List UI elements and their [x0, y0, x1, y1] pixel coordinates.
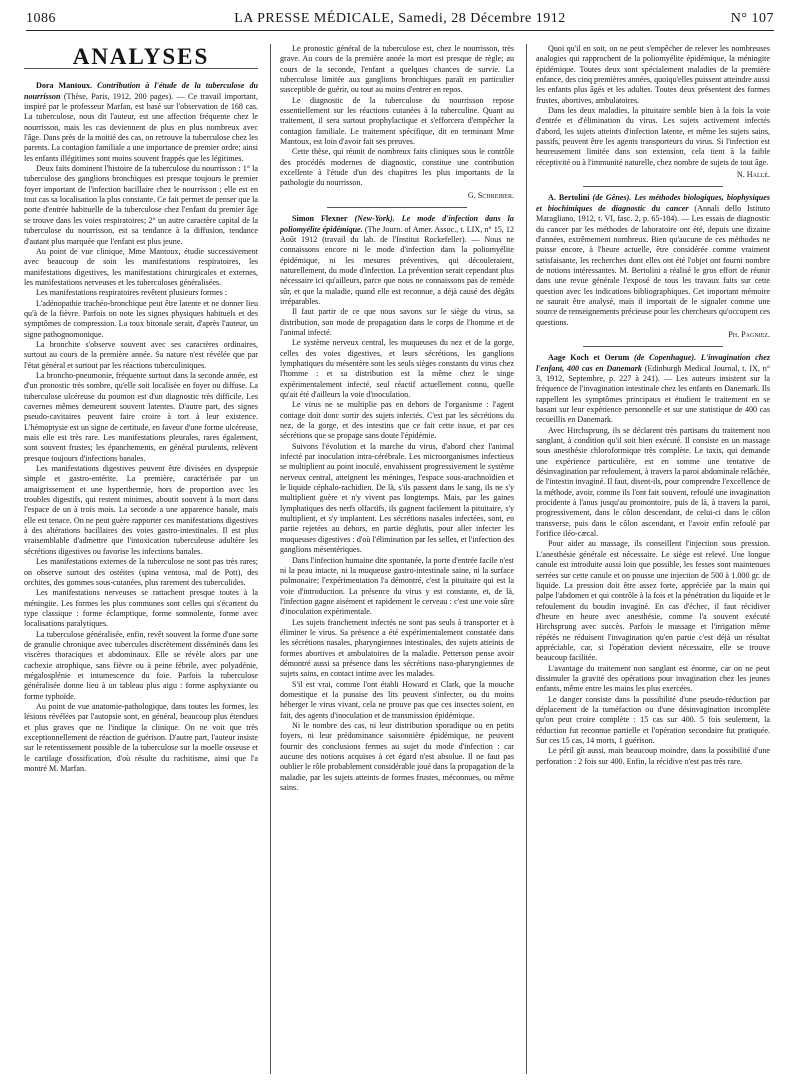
column-divider [270, 44, 271, 1074]
paragraph: La tuberculose généralisée, enfin, revêt souvent la forme d'une sorte de granulie chronique avec tubercules discrètement disséminés dans les viscères thoraciques et abdominaux. Elle se révèle alors par une cachexie atrophique, sans fièvre ou à peine fébrile, avec polyadénie, mégalosplénie et intumescence du foie. Parfois la tuberculose généralisée donne lieu à un tableau plus aigu : forme asphyxiante ou forme typhoïde. [24, 629, 258, 701]
article-separator [583, 346, 723, 347]
page-number: 1086 [26, 11, 56, 26]
section-title: ANALYSES [24, 52, 258, 69]
article-source: (Annali dello Istituto Maragliano, 1912, t. VI, fasc. 2, p. 65-184). [536, 203, 770, 224]
journal-title: LA PRESSE MÉDICALE, Samedi, 28 Décembre 1912 [234, 11, 566, 26]
article-author: Dora Mantoux. [36, 81, 93, 91]
paragraph: Avec Hirchsprung, ils se déclarent très partisans du traitement non sanglant, à condition qu'il soit bien exécuté. Il consiste en un massage sous anesthésie chloroformique très complète. Le taxis, qui demande une expérience particulière, est en somme une tentative de désinvagination par refoulement, à travers la paroi abdominale relâchée, de l'intestin invaginé. Il faut, disent-ils, pour comprendre l'excellence de la méthode, avoir, comme ils l'ont fait souvent, refoulé une invagination procidente à l'anus jusqu'au promontoire, puis de là, à travers la paroi, progressivement, dans le côlon descendant, de celui-ci dans le côlon transverse, puis dans le côlon ascendant, et l'avoir enfin refoulé par l'orifice iléo-cæcal. [536, 425, 770, 539]
article-source: (Edinburgh Medical Journal, t. IX, n° 3, 1912, Septembre, p. 227 à 241). [536, 363, 770, 383]
paragraph: Quoi qu'il en soit, on ne peut s'empêcher de relever les nombreuses analogies qui rapprochent de la poliomyélite épidémique, la méningite épidémique. Toutes deux sont spécialement maladies de la première enfance, des cinq premières années, quoiqu'elles puissent atteindre aussi les enfants plus âgés et les adultes. Toutes deux présentent des formes frustes, abortives, ambulatoires. [536, 44, 770, 105]
paragraph: Le danger consiste dans la possibilité d'une pseudo-réduction par déplacement de la tuméfaction ou d'une désinvagination incomplète qu'on peut croire complète : 15 cas sur 400. 5 fois seulement, la réduction fut reconnue partielle et l'opération secondaire fut pratiquée. Sur ces 15 cas, 14 morts, 1 guérison. [536, 694, 770, 745]
article-bertolini-heading [536, 193, 770, 327]
article-title: Contribution à l'étude de la tuberculose du nourrisson [24, 81, 258, 101]
paragraph: La bronchite s'observe souvent avec ses caractères ordinaires, surtout au cours de la première année. Sa nature n'est révélée que par l'état général et surtout par les réactions tuberculiniques. [24, 339, 258, 370]
column-3 [536, 44, 770, 1074]
paragraph: Dans les deux maladies, la pituitaire semble bien à la fois la voie d'entrée et d'élimination du virus. Les sujets activement infectés d'abord, les sujets atteints d'infection latente, et même les sujets sains, passifs, peuvent être les agents transporteurs du virus. Si l'infection est heureusement limitée dans son extension, cela tient à la faible réceptivité ou à l'immunité naturelle, chez nombre de sujets de tout âge. [536, 106, 770, 167]
paragraph: La broncho-pneumonie, fréquente surtout dans la seconde année, est d'un pronostic très sombre, qu'elle soit localisée en foyer ou diffuse. La tuberculose ulcéreuse du poumon est d'un diagnostic très difficile. Les cavernes mêmes demeurent souvent latentes. D'autre part, des signes pseudo-cavitaires peuvent faire croire à tort à leur existence. L'hémoptysie est un signe de certitude, en faveur d'une forme ulcéreuse, mais elle est très rare. Les manifestations pleurales, rares également, sont souvent frustes; les épanchements, en général purulents, relèvent presque toujours d'infections banales. [24, 370, 258, 463]
paragraph: Le péril gît aussi, mais beaucoup moindre, dans la possibilité d'une perforation : 2 fois sur 400. Enfin, la récidive n'est pas très rare. [536, 746, 770, 766]
paragraph: Le pronostic général de la tuberculose est, chez le nourrisson, très grave. Au cours de la première année la mort est presque de règle; au cours de la seconde, l'enfant a quelques chances de survie. La tuberculose limitée aux ganglions bronchiques paraît en particulier susceptible de guérir, ou tout au moins d'entrer en repos. [280, 44, 514, 95]
signature: G. Schreiber. [467, 190, 514, 200]
paragraph: Le diagnostic de la tuberculose du nourrisson repose essentiellement sur les réactions cutanées à la tuberculine. Quant au traitement, il sera surtout prophylactique et s'efforcera d'empêcher la contagion familiale. Le traitement spécifique, dit en terminant Mme Mantoux, est loin d'avoir fait ses preuves. [280, 95, 514, 147]
paragraph: — Les auteurs insistent sur la fréquence de l'invagination intestinale chez les enfants en Danemark. Ils rappellent les symptômes principaux et étudient le traitement en se basant sur leur expérience personnelle et sur une statistique de 400 cas recueillis en Danemark. [536, 373, 770, 425]
article-title: (de Copenhague). L'invagination chez l'enfant, 400 cas en Danemark [536, 353, 770, 373]
paragraph: — Les essais de diagnostic du cancer par les méthodes de laboratoire ont été, depuis une dizaine d'années, extrêmement nombreux. Bien qu'aucune de ces méthodes ne puisse encore, à l'heure actuelle, être considérée comme vraiment satisfaisante, les recherches dont elles ont été l'objet ont fourni nombre de notions intéressantes. M. Bertolini a réalisé le gros effort de réunir dans une revue générale l'exposé de tous les travaux faits sur cette question avec les indications bibliographiques. Cet important mémoire ne saurait être analysé, mais il importait de le signaler comme une source de renseignements précieuse pour les chercheurs qu'occupent ces questions. [536, 214, 770, 327]
paragraph: — Ce travail important, inspiré par le professeur Marfan, est basé sur l'observation de 168 cas. La tuberculose, nous dit l'auteur, est une affection fréquente chez le nourrisson, mais les cas deviennent de plus en plus nombreux avec l'âge. Dans près de la moitié des cas, on retrouve la tuberculose chez les parents. La contagion familiale a une importance de premier ordre; ainsi les enfants illégitimes sont moins souvent frappés que les légitimes. [24, 91, 258, 163]
column-divider [526, 44, 527, 1074]
paragraph: S'il est vrai, comme l'ont établi Howard et Clark, que la mouche domestique et la punaise des lits peuvent s'infecter, ou du moins héberger le virus vivant, cela ne prouve pas que ces insectes soient, en fait, des agents d'inoculation et de transmission épidémique. [280, 679, 514, 720]
article-author: Simon Flexner [292, 214, 348, 224]
column-2 [280, 44, 514, 1074]
paragraph: L'avantage du traitement non sanglant est énorme, car on ne peut dissimuler la gravité des opérations pour invagination chez les jeunes enfants, même entre les mains les plus exercées. [536, 663, 770, 694]
paragraph: Suivons l'évolution et la marche du virus, d'abord chez l'animal infecté par inoculation intra-cérébrale. Les microorganismes infectieux se multiplient au point inoculé, envahissent progressivement le système nerveux central, atteignent les méninges, l'espace sous-arachnoïdien et le liquide céphalo-rachidien. De là, s'ils passent dans le sang, ils ne s'y multiplient guère et n'y vivent pas longtemps. Mais, par les gaines lymphatiques des nerfs olfactifs, ils gagnent facilement la pituitaire, s'y multiplient, et s'y implantent. Les sécrétions nasales infectées, sont, en partie rejetées au dehors, en partie déglutis, pour aller infecter les muqueuses digestives : d'où l'élimination par les selles, et l'infection des ganglions mésentériques. [280, 441, 514, 555]
paragraph: Le système nerveux central, les muqueuses du nez et de la gorge, celles des voies digestives, et leurs sécrétions, les ganglions lymphatiques du mésentère sont les seuls sièges constants du virus chez l'homme : et sa distribution est la même chez le singe expérimentalement infecté, seul réactif actuellement connu, quelle qu'ait été d'ailleurs la voie d'inoculation. [280, 338, 514, 399]
article-separator [583, 186, 723, 187]
paragraph: Les manifestations externes de la tuberculose ne sont pas très rares; on observe surtout des ostéites (spina ventosa, mal de Pott), des orchites, des gommes sous-cutanées, plus rarement des tuberculides. [24, 557, 258, 587]
paragraph: Le virus ne se multiplie pas en dehors de l'organisme : l'agent contage doit donc sortir des sujets infectés. C'est par les sécrétions du nez, de la gorge, et des intestins que ce fait cette issue, et par ces sécrétions que se propage sans doute l'épidémie. [280, 400, 514, 441]
paragraph: L'adénopathie trachéo-bronchique peut être latente et ne donner lieu qu'à de la fièvre. Parfois on note les signes physiques habituels et des symptômes de compression. La toux bitonale serait, d'après l'auteur, un signe pathognomonique. [24, 298, 258, 339]
signature: N. Hallé. [736, 170, 770, 180]
paragraph: — Nous ne connaissons encore ni le mode d'infection dans la poliomyélite épidémique, ni les mesures préventives, qui découleraient, naturellement, du mode d'infection. La prévention serait cependant plus nécessaire ici qu'ailleurs, parce que nous ne connaissons pas de remède sûr, et que la maladie, quand elle est reconnue, a déjà causé des dégâts irréparables. [280, 234, 514, 306]
paragraph: Les manifestations respiratoires revêtent plusieurs formes : [36, 288, 228, 298]
article-title: (New-York). Le mode d'infection dans la poliomyélite épidémique. [280, 214, 514, 234]
paragraph: Les manifestations nerveuses se rattachent presque toutes à la méningite. Les formes les plus communes sont celles qui s'écartent du type classique : forme éclamptique, forme somnolente, forme avec localisations paralytiques. [24, 588, 258, 629]
article-author: Aage Koch et Oerum [548, 353, 630, 363]
article-flexner-heading [280, 214, 514, 307]
column-1 [24, 44, 258, 1074]
issue-number: N° 107 [730, 11, 774, 26]
paragraph: Les manifestations digestives peuvent être divisées en dyspepsie simple et gastro-entérite. La première, caractérisée par un amaigrissement et une hyperthermie, hors de proportion avec les troubles digestifs, qui restent minimes, aboutit souvent à la mort dans l'espace de un à trois mois. La seconde a une apparence banale, mais elle est tenace. On ne peut guère rapporter ces manifestations digestives à des altérations bacillaires des voies gastro-intestinales. Il est plus vraisemblable d'admettre que l'intoxication tuberculeuse adultère les sécrétions digestives ou favorise les infections banales. [24, 464, 258, 556]
article-source: (Thèse, Paris, 1912, 200 pages). [63, 91, 174, 101]
paragraph: Au point de vue clinique, Mme Mantoux, étudie successivement avec beaucoup de soin les manifestations respiratoires, les manifestations digestives, les manifestations chirurgicales et externes, les manifestations nerveuses et les tuberculoses généralisées. [24, 246, 258, 287]
paragraph: Il faut partir de ce que nous savons sur le siège du virus, sa distribution, son mode de propagation dans le corps de l'homme et de l'animal infecté. [280, 307, 514, 337]
running-header [26, 8, 774, 31]
article-source: (The Journ. of Amer. Assoc., t. LIX, n° 15, 12 Août 1912 (travail du lab. de l'Institut Rockefeller). [280, 224, 514, 244]
paragraph: Dans l'infection humaine dite spontanée, la porte d'entrée facile n'est ni la peau intacte, ni la muqueuse gastro-intestinale saine, ni la surface pulmonaire; l'expérimentation l'a démontré, c'est la pituitaire qui est la voie d'introduction. La présence du virus y est constante, et, de là, l'infection gagne aisément et rapidement le cerveau : c'est une voie sûre d'inoculation expérimentale. [280, 555, 514, 617]
paragraph: Cette thèse, qui réunit de nombreux faits cliniques sous le contrôle des procédés modernes de diagnostic, constitue une contribution excellente à l'étude d'un des chapitres les plus importants de la pathologie du nourrisson. [280, 147, 514, 188]
article-koch-heading [536, 353, 770, 425]
article-title: (de Gênes). Les méthodes biologiques, biophysiques et biochimiques de diagnostic du cancer [536, 193, 770, 213]
paragraph: Pour aider au massage, ils conseillent l'injection sous pression. L'anesthésie générale est nécessaire. Le siège est relevé. Une longue canule est introduite aussi loin que possible, les fesses sont maintenues serrées sur cette canule et on pousse une injection de 500 à 1.000 gr. de liquide. La pression doit être assez forte, appréciée par la main qui palpe l'abdomen et qui contrôle à la fois et la pénétration du liquide et le refoulement du boudin invaginé. En cas d'échec, il faut récidiver d'heure en heure avec anesthésie, comme l'a souvent exécuté Hirchsprung avec succès. Parfois le massage et l'irrigation même répétés ne réduisent l'invagination qu'en partie c'est déjà un résultat appréciable, car, si l'opération devient nécessaire, elle se trouve beaucoup facilitée. [536, 539, 770, 663]
article-author: A. Bertolini [548, 193, 590, 203]
article-mantoux-heading [24, 81, 258, 164]
paragraph: Deux faits dominent l'histoire de la tuberculose du nourrisson : 1° la tuberculose des ganglions bronchiques est presque toujours le premier foyer important de l'infection bacillaire chez le nourrisson ; elle est en tout cas sa localisation la plus constante. Ce fait permet de penser que la porte d'entrée habituelle de la tuberculose chez l'enfant du premier âge se trouve dans les voies respiratoires; 2° un autre caractère capital de la tuberculose du nourrisson, est sa tendance à la diffusion, tendance d'autant plus marquée que l'enfant est plus jeune. [24, 164, 258, 246]
article-separator [327, 207, 467, 208]
paragraph: Les sujets franchement infectés ne sont pas seuls à transporter et à éliminer le virus. Sa présence a été expérimentalement constatée dans les sécrétions nasales, pharyngiennes intestinales, des sujets atteints de formes abortives et ambulatoires de la maladie. Petterson pense avoir démontré aussi sa présence dans les sécrétions naso-pharyngiennes de sujets sains, en contact intime avec les malades. [280, 617, 514, 679]
paragraph: Ni le nombre des cas, ni leur distribution sporadique ou en petits foyers, ni leur prédominance saisonnière épidémique, ne peuvent fournir des conclusions fermes au sujet du mode d'infection : car aucune des notions acquises à cet égard n'est absolue. Il ne faut pas oublier le rôle probablement considérable joué dans la propagation de la maladie, par les sujets atteints de formes frustes, méconnues, ou même sains. [280, 721, 514, 793]
signature: Ph. Pagniez. [728, 329, 770, 339]
paragraph: Au point de vue anatomie-pathologique, dans toutes les formes, les lésions révélées par l'autopsie sont, en général, beaucoup plus étendues et plus graves que ne l'indique la clinique. On ne voit que très exceptionnellement de réaction de guérison. D'autre part, l'auteur insiste sur le retentissement possible de la tuberculose sur la moelle osseuse et le cartilage d'ossification, d'où résulte du rachitisme, ainsi que l'a montré M. Marfan. [24, 701, 258, 774]
